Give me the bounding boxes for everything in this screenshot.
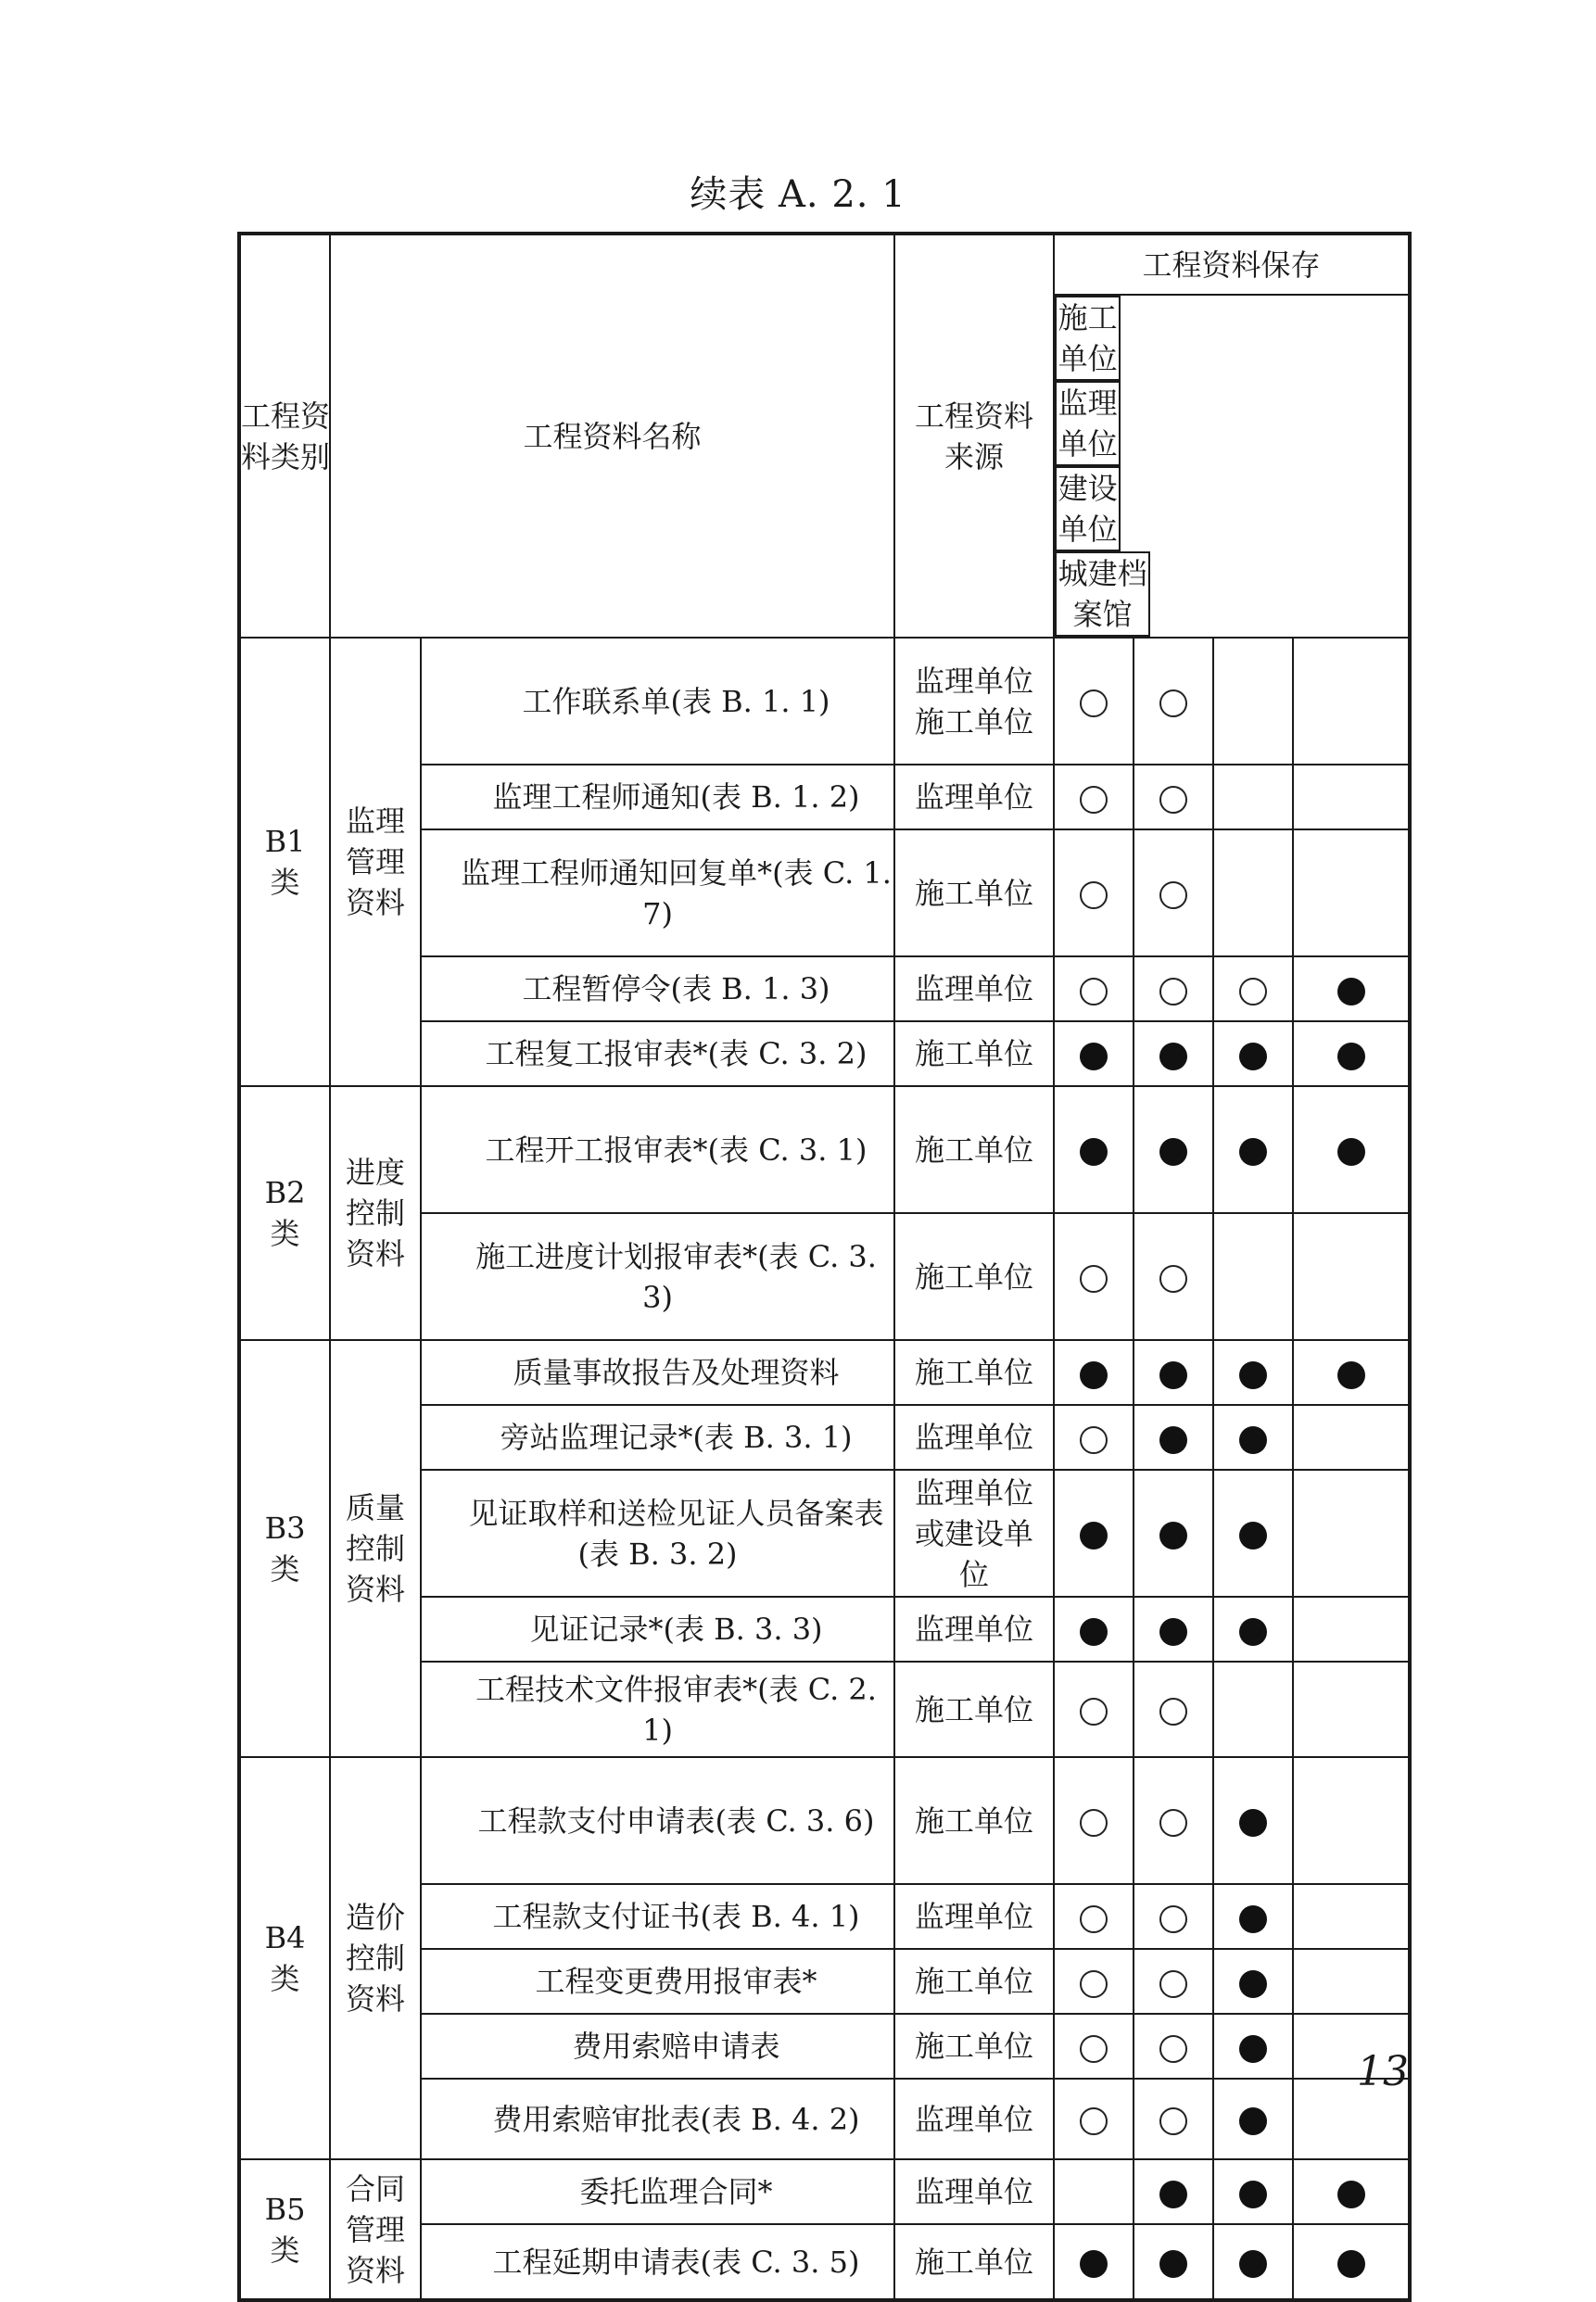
open-circle-icon — [1080, 1265, 1108, 1293]
filled-circle-icon — [1080, 1138, 1108, 1166]
storage-cell — [1134, 2224, 1213, 2300]
filled-circle-icon — [1337, 978, 1365, 1006]
filled-circle-icon — [1159, 1361, 1187, 1389]
record-source: 监理单位 — [894, 1597, 1054, 1662]
filled-circle-icon — [1337, 1361, 1365, 1389]
storage-cell — [1293, 2159, 1410, 2224]
storage-cell — [1293, 1213, 1410, 1340]
filled-circle-icon — [1239, 1138, 1267, 1166]
record-name: 监理工程师通知回复单*(表 C. 1. 7) — [421, 829, 894, 956]
filled-circle-icon — [1337, 2181, 1365, 2208]
record-name: 旁站监理记录*(表 B. 3. 1) — [421, 1405, 894, 1470]
open-circle-icon — [1159, 1970, 1187, 1998]
record-name: 工作联系单(表 B. 1. 1) — [421, 638, 894, 765]
storage-cell — [1134, 1597, 1213, 1662]
storage-cell — [1134, 1213, 1213, 1340]
record-source: 监理单位或建设单位 — [894, 1470, 1054, 1597]
filled-circle-icon — [1239, 1522, 1267, 1549]
filled-circle-icon — [1159, 2250, 1187, 2278]
storage-cell — [1054, 765, 1134, 829]
storage-cell — [1213, 765, 1293, 829]
record-source: 施工单位 — [894, 1021, 1054, 1086]
open-circle-icon — [1080, 2035, 1108, 2063]
storage-cell — [1134, 1021, 1213, 1086]
storage-cell — [1293, 765, 1410, 829]
filled-circle-icon — [1239, 1618, 1267, 1646]
storage-cell — [1134, 956, 1213, 1021]
open-circle-icon — [1159, 1809, 1187, 1837]
storage-cell — [1213, 2014, 1293, 2079]
category-label: 监理管理资料 — [330, 638, 421, 1086]
filled-circle-icon — [1337, 1138, 1365, 1166]
storage-cell — [1213, 1949, 1293, 2014]
table-row — [239, 2159, 1410, 2224]
category-label: 质量控制资料 — [330, 1340, 421, 1757]
filled-circle-icon — [1337, 2250, 1365, 2278]
storage-cell — [1054, 1470, 1134, 1597]
category-code: B5类 — [239, 2159, 330, 2300]
record-source: 监理单位 — [894, 1884, 1054, 1949]
record-name: 监理工程师通知(表 B. 1. 2) — [421, 765, 894, 829]
storage-cell — [1054, 2224, 1134, 2300]
category-label: 造价控制资料 — [330, 1757, 421, 2159]
storage-cell — [1213, 1597, 1293, 1662]
storage-cell — [1054, 1213, 1134, 1340]
storage-cell — [1134, 2079, 1213, 2159]
storage-cell — [1134, 2159, 1213, 2224]
category-code: B2类 — [239, 1086, 330, 1340]
record-name: 质量事故报告及处理资料 — [421, 1340, 894, 1405]
storage-cell — [1054, 1340, 1134, 1405]
filled-circle-icon — [1239, 2181, 1267, 2208]
open-circle-icon — [1080, 978, 1108, 1006]
storage-cell — [1134, 1949, 1213, 2014]
storage-cell — [1054, 2159, 1134, 2224]
header-name: 工程资料名称 — [330, 234, 894, 638]
record-source: 监理单位 — [894, 765, 1054, 829]
storage-cell — [1213, 1213, 1293, 1340]
storage-cell — [1054, 638, 1134, 765]
table-row — [239, 1757, 1410, 1884]
storage-cell — [1213, 829, 1293, 956]
table-caption: 续表 A. 2. 1 — [690, 173, 906, 216]
record-name: 见证记录*(表 B. 3. 3) — [421, 1597, 894, 1662]
open-circle-icon — [1080, 2107, 1108, 2135]
record-source: 监理单位 — [894, 956, 1054, 1021]
record-name: 委托监理合同* — [421, 2159, 894, 2224]
filled-circle-icon — [1239, 1905, 1267, 1933]
records-table — [237, 232, 1412, 2302]
storage-cell — [1293, 2224, 1410, 2300]
storage-cell — [1134, 1757, 1213, 1884]
filled-circle-icon — [1239, 2250, 1267, 2278]
open-circle-icon — [1080, 689, 1108, 717]
table-row — [239, 638, 1410, 765]
storage-cell — [1054, 1662, 1134, 1757]
record-name: 工程技术文件报审表*(表 C. 2. 1) — [421, 1662, 894, 1757]
storage-cell — [1054, 1884, 1134, 1949]
open-circle-icon — [1159, 1265, 1187, 1293]
record-source: 监理单位 — [894, 1405, 1054, 1470]
record-source: 施工单位 — [894, 1213, 1054, 1340]
open-circle-icon — [1159, 2107, 1187, 2135]
category-label: 进度控制资料 — [330, 1086, 421, 1340]
storage-cell — [1293, 829, 1410, 956]
record-source: 施工单位 — [894, 829, 1054, 956]
header-storage-col-3: 建设单位 — [1055, 466, 1121, 551]
storage-cell — [1293, 1405, 1410, 1470]
record-name: 施工进度计划报审表*(表 C. 3. 3) — [421, 1213, 894, 1340]
open-circle-icon — [1159, 2035, 1187, 2063]
storage-cell — [1134, 1086, 1213, 1213]
record-source: 监理单位施工单位 — [894, 638, 1054, 765]
storage-cell — [1054, 2014, 1134, 2079]
header-category-text: 工程资料类别 — [241, 398, 331, 474]
record-name: 工程复工报审表*(表 C. 3. 2) — [421, 1021, 894, 1086]
storage-cell — [1213, 1662, 1293, 1757]
storage-cell — [1054, 1597, 1134, 1662]
storage-cell — [1293, 1021, 1410, 1086]
filled-circle-icon — [1080, 2250, 1108, 2278]
header-source-text: 工程资料来源 — [915, 398, 1034, 474]
filled-circle-icon — [1239, 1809, 1267, 1837]
record-name: 费用索赔审批表(表 B. 4. 2) — [421, 2079, 894, 2159]
open-circle-icon — [1159, 978, 1187, 1006]
storage-cell — [1054, 956, 1134, 1021]
record-name: 工程变更费用报审表* — [421, 1949, 894, 2014]
storage-cell — [1293, 1757, 1410, 1884]
open-circle-icon — [1080, 1426, 1108, 1454]
header-storage-col-1: 施工单位 — [1055, 296, 1121, 381]
record-source: 施工单位 — [894, 1949, 1054, 2014]
record-name: 费用索赔申请表 — [421, 2014, 894, 2079]
record-name: 工程款支付证书(表 B. 4. 1) — [421, 1884, 894, 1949]
storage-cell — [1134, 1662, 1213, 1757]
filled-circle-icon — [1159, 1138, 1187, 1166]
storage-cell — [1213, 2079, 1293, 2159]
storage-cell — [1293, 1597, 1410, 1662]
filled-circle-icon — [1239, 1043, 1267, 1070]
filled-circle-icon — [1080, 1043, 1108, 1070]
record-source: 施工单位 — [894, 1662, 1054, 1757]
category-label: 合同管理资料 — [330, 2159, 421, 2300]
storage-cell — [1293, 956, 1410, 1021]
category-code: B1类 — [239, 638, 330, 1086]
filled-circle-icon — [1080, 1618, 1108, 1646]
storage-cell — [1134, 765, 1213, 829]
record-source: 施工单位 — [894, 1340, 1054, 1405]
filled-circle-icon — [1159, 2181, 1187, 2208]
filled-circle-icon — [1159, 1426, 1187, 1454]
storage-cell — [1134, 638, 1213, 765]
storage-cell — [1134, 1340, 1213, 1405]
filled-circle-icon — [1159, 1043, 1187, 1070]
open-circle-icon — [1080, 881, 1108, 909]
open-circle-icon — [1159, 786, 1187, 814]
filled-circle-icon — [1159, 1618, 1187, 1646]
storage-cell — [1293, 1884, 1410, 1949]
storage-cell — [1213, 1757, 1293, 1884]
storage-cell — [1054, 1405, 1134, 1470]
record-name: 工程延期申请表(表 C. 3. 5) — [421, 2224, 894, 2300]
open-circle-icon — [1080, 786, 1108, 814]
category-code: B3类 — [239, 1340, 330, 1757]
record-source: 监理单位 — [894, 2159, 1054, 2224]
storage-cell — [1213, 1340, 1293, 1405]
storage-cell — [1134, 1405, 1213, 1470]
storage-cell — [1134, 1470, 1213, 1597]
filled-circle-icon — [1239, 2035, 1267, 2063]
storage-cell — [1213, 1021, 1293, 1086]
record-source: 施工单位 — [894, 2014, 1054, 2079]
open-circle-icon — [1080, 1809, 1108, 1837]
storage-cell — [1054, 1021, 1134, 1086]
storage-cell — [1054, 1949, 1134, 2014]
storage-cell — [1134, 1884, 1213, 1949]
filled-circle-icon — [1239, 1970, 1267, 1998]
filled-circle-icon — [1337, 1043, 1365, 1070]
record-name: 见证取样和送检见证人员备案表(表 B. 3. 2) — [421, 1470, 894, 1597]
open-circle-icon — [1080, 1905, 1108, 1933]
filled-circle-icon — [1080, 1361, 1108, 1389]
filled-circle-icon — [1080, 1522, 1108, 1549]
record-name: 工程款支付申请表(表 C. 3. 6) — [421, 1757, 894, 1884]
category-code: B4类 — [239, 1757, 330, 2159]
storage-cell — [1293, 1470, 1410, 1597]
open-circle-icon — [1239, 978, 1267, 1006]
record-source: 施工单位 — [894, 1086, 1054, 1213]
storage-cell — [1213, 2159, 1293, 2224]
header-storage: 工程资料保存 — [1054, 234, 1410, 295]
open-circle-icon — [1159, 881, 1187, 909]
header-storage-col-4: 城建档案馆 — [1055, 551, 1150, 637]
storage-cell — [1054, 829, 1134, 956]
storage-cell — [1213, 638, 1293, 765]
storage-cell — [1054, 1086, 1134, 1213]
header-storage-col-2: 监理单位 — [1055, 381, 1121, 466]
open-circle-icon — [1080, 1698, 1108, 1726]
header-category — [239, 234, 330, 638]
record-source: 监理单位 — [894, 2079, 1054, 2159]
storage-cell — [1213, 1884, 1293, 1949]
storage-cell — [1134, 829, 1213, 956]
storage-cell — [1134, 2014, 1213, 2079]
open-circle-icon — [1159, 1698, 1187, 1726]
storage-cell — [1213, 956, 1293, 1021]
header-source — [894, 234, 1054, 638]
filled-circle-icon — [1239, 1426, 1267, 1454]
storage-cell — [1293, 1086, 1410, 1213]
record-name: 工程开工报审表*(表 C. 3. 1) — [421, 1086, 894, 1213]
page-number: 13 — [1357, 2048, 1409, 2095]
record-source: 施工单位 — [894, 1757, 1054, 1884]
table-row — [239, 1340, 1410, 1405]
open-circle-icon — [1080, 1970, 1108, 1998]
open-circle-icon — [1159, 689, 1187, 717]
storage-cell — [1213, 1470, 1293, 1597]
storage-cell — [1213, 1086, 1293, 1213]
filled-circle-icon — [1239, 1361, 1267, 1389]
storage-cell — [1293, 1662, 1410, 1757]
record-name: 工程暂停令(表 B. 1. 3) — [421, 956, 894, 1021]
filled-circle-icon — [1159, 1522, 1187, 1549]
storage-cell — [1293, 1340, 1410, 1405]
storage-cell — [1213, 1405, 1293, 1470]
storage-cell — [1054, 2079, 1134, 2159]
storage-cell — [1054, 1757, 1134, 1884]
table-row — [239, 1086, 1410, 1213]
record-source: 施工单位 — [894, 2224, 1054, 2300]
storage-cell — [1293, 638, 1410, 765]
storage-cell — [1213, 2224, 1293, 2300]
storage-cell — [1293, 1949, 1410, 2014]
open-circle-icon — [1159, 1905, 1187, 1933]
filled-circle-icon — [1239, 2107, 1267, 2135]
